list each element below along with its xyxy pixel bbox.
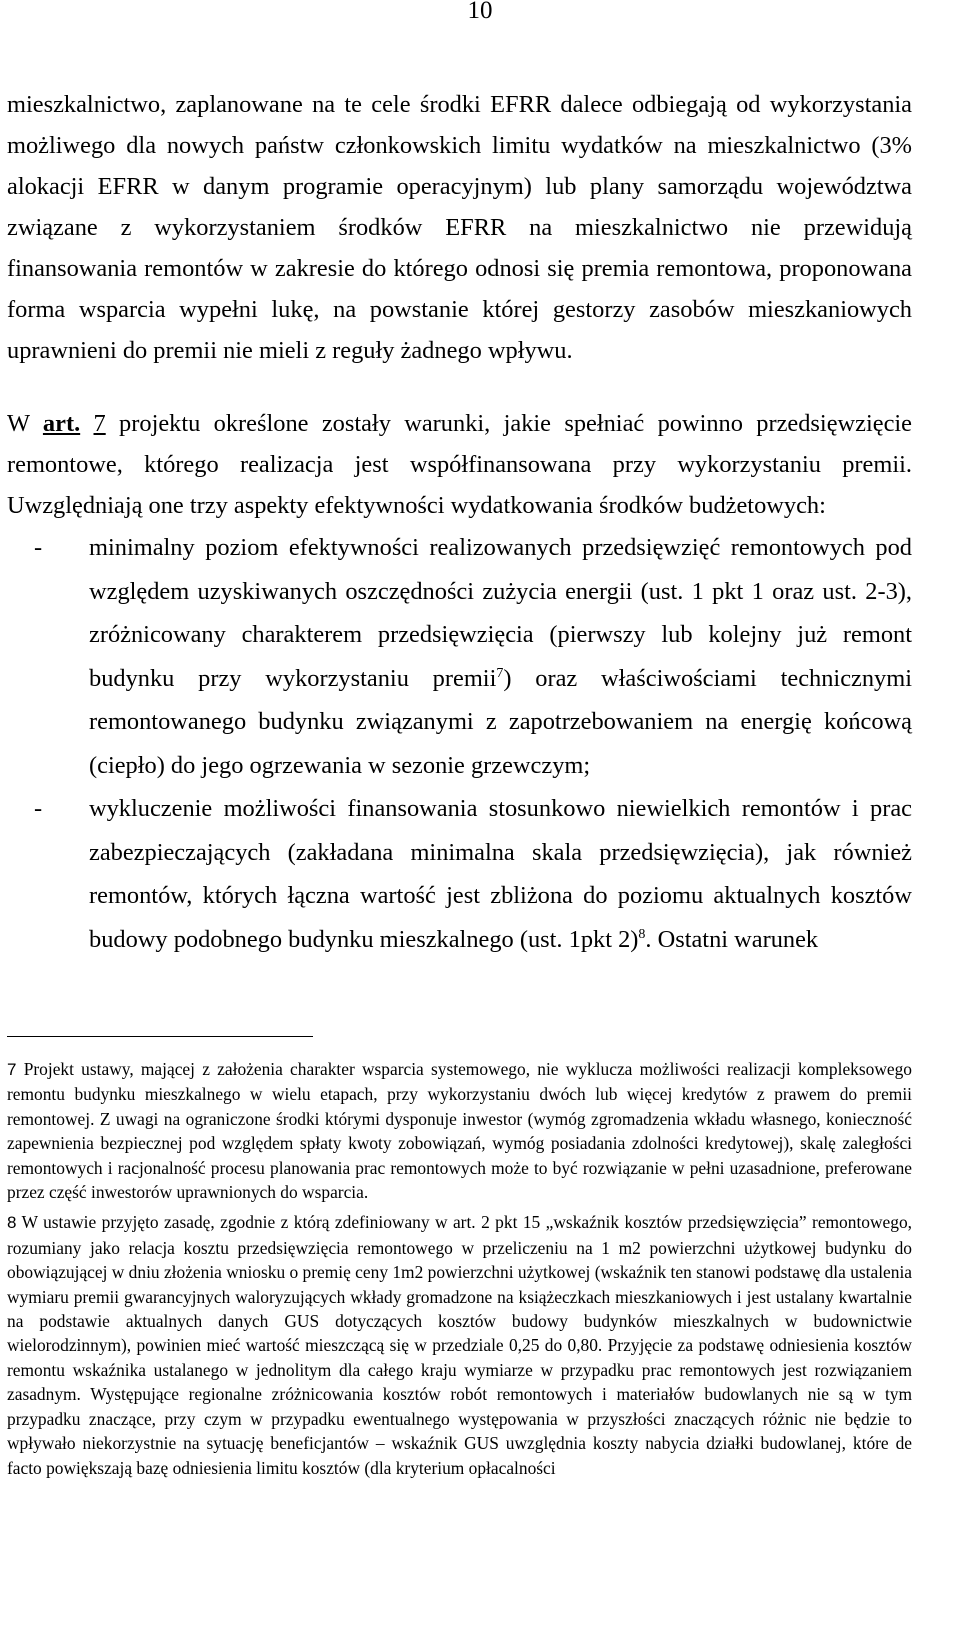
paragraph-prefix: W xyxy=(7,410,43,437)
bullet-text-part: ) oraz właściwościami technicznymi remontowanego budynku związanymi z zapotrzebowaniem na energię końcową (ciepło) do jego ogrzewania w sezonie grzewczym; xyxy=(89,664,912,779)
footnote-text: W ustawie przyjęto zasadę, zgodnie z którą zdefiniowany w art. 2 pkt 15 „wskaźnik kosztów przedsięwzięcia” remontowego, rozumiany jako relacja kosztu przedsięwzięcia remontowego w przeliczeniu na 1 m2 powierzchni użytkowej budynku do obowiązującej w dniu złożenia wniosku o premię ceny 1m2 powierzchni użytkowej (wskaźnik ten stanowi podstawę dla ustalenia wymiaru premii gwarancyjnych waloryzujących wkłady gromadzone na książeczkach mieszkaniowych i jest ustalany kwartalnie na podstawie aktualnych danych GUS dotyczących kosztów budowy budynków mieszkalnych w budownictwie wielorodzinnym), powinien mieć wartość mieszczącą się w przedziale 0,25 do 0,80. Przyjęcie za podstawę odniesienia kosztów remontu wskaźnika ustalanego w jednolitym dla całego kraju wymiarze w przypadku prac remontowych jest rozwiązaniem zasadnym. Występujące regionalne zróżnicowania kosztów robót remontowych i materiałów budowlanych nie są w tym przypadku znaczące, przy czym w przypadku ewentualnego występowania w przyszłości znaczących różnic nie będzie to wpływało niekorzystnie na sytuację beneficjantów – wskaźnik GUS uwzględnia koszty nabycia działki budowlanej, które de facto powiększają bazę odniesienia limitu kosztów (dla kryterium opłacalności xyxy=(7,1212,913,1478)
article-link[interactable]: art. xyxy=(42,410,81,437)
footnote-mark: 8 xyxy=(7,1213,17,1233)
bullet-dash: - xyxy=(34,534,43,561)
page-number: 10 xyxy=(467,0,493,24)
paragraph-article-7 xyxy=(7,403,912,526)
bullet-text xyxy=(89,526,912,787)
footnote-ref-7[interactable]: 7 xyxy=(496,665,504,681)
footnotes xyxy=(7,1057,912,1480)
footnote-ref-8[interactable]: 8 xyxy=(638,926,646,942)
paragraph-housing: mieszkalnictwo, zaplanowane na te cele środki EFRR dalece odbiegają od wykorzystania możliwego dla nowych państw członkowskich limitu wydatków na mieszkalnictwo (3% alokacji EFRR w danym programie operacyjnym) lub plany samorządu województwa związane z wykorzystaniem środków EFRR na mieszkalnictwo nie przewidują finansowania remontów w zakresie do którego odnosi się premia remontowa, proponowana forma wsparcia wypełni lukę, na powstanie której gestorzy zasobów mieszkaniowych uprawnieni do premii nie mieli z reguły żadnego wpływu. xyxy=(7,91,912,364)
main-text xyxy=(7,84,912,961)
bullet-text xyxy=(89,787,912,961)
bullet-item-exclusion xyxy=(7,787,912,961)
article-number-link[interactable]: 7 xyxy=(93,410,106,437)
bullet-item-efficiency xyxy=(7,526,912,787)
bullet-text-part: . Ostatni warunek xyxy=(645,925,819,953)
paragraph-space xyxy=(80,410,93,437)
footnote-7 xyxy=(7,1057,912,1204)
footnote-8 xyxy=(7,1210,912,1479)
bullet-text-part: minimalny poziom efektywności realizowanych przedsięwzięć remontowych pod względem uzyskiwanych oszczędności zużycia energii (ust. 1 pkt 1 oraz ust. 2-3), zróżnicowany charakterem przedsięwzięcia (pierwszy lub kolejny już remont budynku przy wykorzystaniu premii xyxy=(89,534,912,692)
footnote-divider xyxy=(7,1036,313,1037)
footnote-mark: 7 xyxy=(7,1060,17,1079)
footnote-text: Projekt ustawy, mającej z założenia charakter wsparcia systemowego, nie wyklucza możliwości realizacji kompleksowego remontu budynku mieszkalnego w wielu etapach, przy wykorzystaniu dwóch lub więcej kredytów z prawem do premii remontowej. Z uwagi na ograniczone środki którymi dysponuje inwestor (wymóg zgromadzenia wkładu własnego, konieczność zapewnienia bezpiecznej pod względem spłaty kwoty zobowiązań, wymóg posiadania zdolności kredytowej), skalę zaległości remontowych i racjonalność procesu planowania prac remontowych może to być rozwiązanie w pełni uzasadnione, preferowane przez część inwestorów uprawnionych do wsparcia. xyxy=(7,1059,912,1203)
paragraph-rest: projektu określone zostały warunki, jakie spełniać powinno przedsięwzięcie remontowe, którego realizacja jest współfinansowana przy wykorzystaniu premii. Uwzględniają one trzy aspekty efektywności wydatkowania środków budżetowych: xyxy=(7,410,912,519)
bullet-dash: - xyxy=(34,795,43,822)
bullet-text-part: wykluczenie możliwości finansowania stosunkowo niewielkich remontów i prac zabezpieczających (zakładana minimalna skala przedsięwzięcia), jak również remontów, których łączna wartość jest zbliżona do poziomu aktualnych kosztów budowy podobnego budynku mieszkalnego (ust. 1pkt 2) xyxy=(89,795,912,953)
